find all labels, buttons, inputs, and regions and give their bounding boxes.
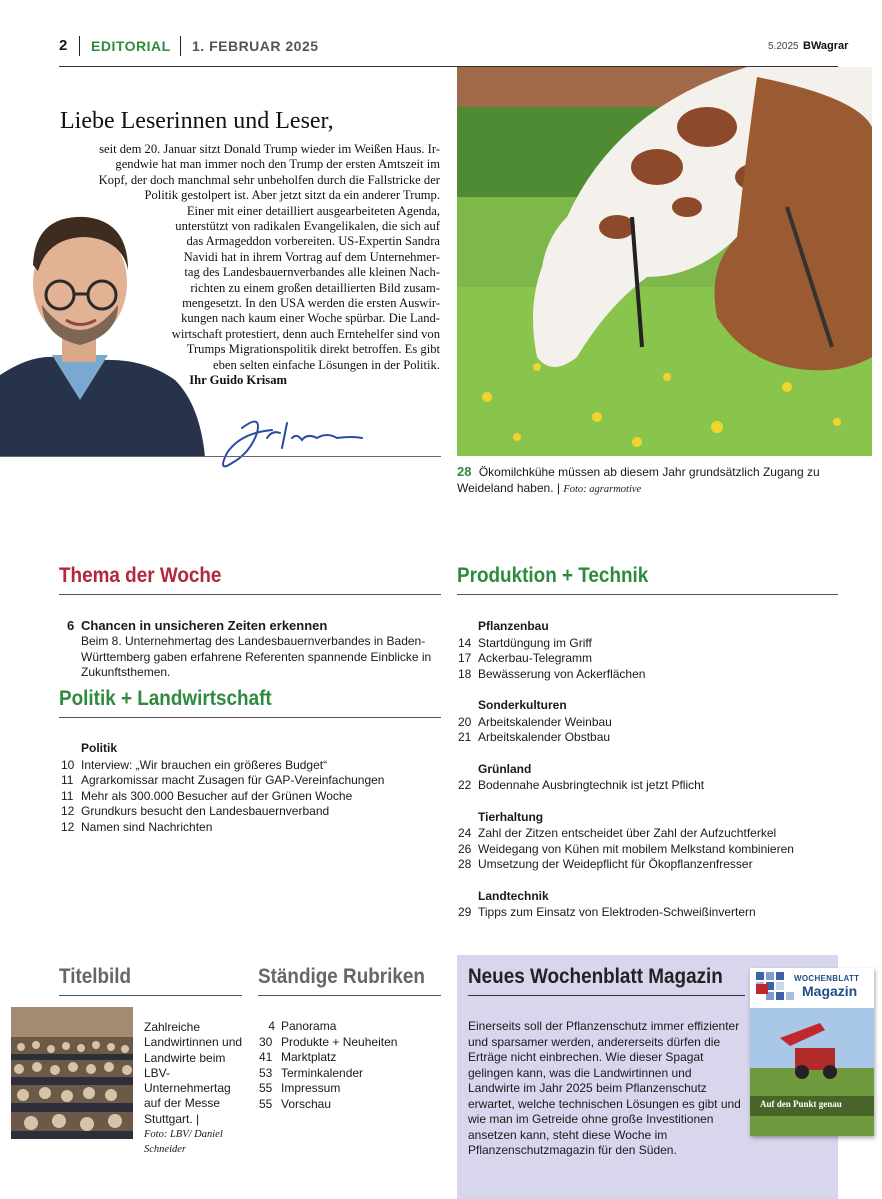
titelbild-caption-text: Zahlreiche Landwirtinnen und Landwirte beim LBV-Unternehmertag auf der Messe Stuttgart. bbox=[144, 1020, 243, 1126]
section-rule bbox=[59, 995, 242, 996]
toc-entry[interactable] bbox=[259, 1035, 441, 1051]
toc-entry[interactable] bbox=[259, 1050, 441, 1066]
section-rule bbox=[59, 594, 441, 595]
toc-entry[interactable] bbox=[458, 905, 838, 921]
toc-page-number: 53 bbox=[259, 1065, 273, 1080]
toc-entry[interactable] bbox=[458, 842, 838, 858]
toc-entry[interactable] bbox=[458, 636, 838, 652]
editorial-line: Politik gestolpert ist. Aber jetzt sitzt da ein anderer Trump. bbox=[144, 188, 440, 203]
brand-name: BWagrar bbox=[803, 40, 849, 52]
toc-title: Vorschau bbox=[281, 1096, 332, 1111]
toc-title: Impressum bbox=[281, 1081, 341, 1095]
toc-entry[interactable] bbox=[61, 820, 441, 836]
issue-date: 1. FEBRUAR 2025 bbox=[192, 38, 319, 54]
toc-entry[interactable] bbox=[61, 789, 441, 805]
toc-page-number: 12 bbox=[61, 819, 75, 834]
editorial-line: Navidi hat in ihrem Vortrag auf dem Unternehmer- bbox=[183, 249, 440, 264]
toc-page-number: 12 bbox=[61, 804, 75, 818]
toc-page-number: 22 bbox=[458, 778, 472, 792]
editorial-line: wirtschaft protestiert, denn auch Erntehelfer sind von bbox=[171, 326, 440, 341]
toc-title: Arbeitskalender Obstbau bbox=[478, 730, 611, 744]
toc-entry[interactable] bbox=[458, 651, 838, 667]
toc-page-number: 11 bbox=[61, 788, 74, 803]
toc-page-number: 55 bbox=[259, 1081, 273, 1095]
header-divider bbox=[79, 36, 80, 56]
toc-subheading: Politik bbox=[81, 741, 118, 755]
spacer bbox=[458, 873, 838, 889]
toc-title: Terminkalender bbox=[281, 1065, 364, 1080]
toc-title: Panorama bbox=[281, 1019, 337, 1033]
heading-wochenblatt-magazin: Neues Wochenblatt Magazin bbox=[468, 965, 723, 988]
toc-page-number: 41 bbox=[259, 1050, 273, 1064]
toc-entry[interactable] bbox=[259, 1081, 441, 1097]
editorial-line: kungen nach kaum einer Woche spürbar. Die Land- bbox=[181, 311, 440, 326]
toc-title: Startdüngung im Griff bbox=[478, 635, 592, 650]
editorial-line: tag des Landesbauernverbandes alle kleinen Nach- bbox=[184, 265, 440, 280]
editorial-line: mengesetzt. In den USA werden die ersten Auswir- bbox=[182, 296, 440, 311]
toc-entry[interactable] bbox=[458, 715, 838, 731]
toc-subheading: Pflanzenbau bbox=[478, 619, 549, 633]
rubriken-toc bbox=[259, 1019, 441, 1112]
editorial-line: Einer mit einer detailliert ausgearbeiteten Agenda, bbox=[186, 203, 440, 218]
editorial-line: das Armageddon vorbereiten. US-Expertin Sandra bbox=[186, 234, 440, 249]
toc-subheading: Tierhaltung bbox=[478, 809, 544, 824]
toc-lead-title[interactable]: Chancen in unsicheren Zeiten erkennen bbox=[81, 618, 328, 633]
toc-title: Arbeitskalender Weinbau bbox=[478, 714, 612, 729]
heading-titelbild: Titelbild bbox=[59, 965, 132, 988]
toc-page-number: 26 bbox=[458, 841, 472, 856]
toc-title: Produkte + Neuheiten bbox=[281, 1034, 398, 1049]
toc-title: Agrarkomissar macht Zusagen für GAP-Vereinfachungen bbox=[81, 773, 385, 787]
magazine-cover[interactable] bbox=[750, 968, 874, 1136]
author-signature bbox=[212, 408, 372, 480]
spacer bbox=[458, 682, 838, 698]
toc-entry[interactable] bbox=[458, 857, 838, 873]
toc-page-number: 21 bbox=[458, 730, 472, 744]
caption-text: Ökomilchkühe müssen ab diesem Jahr grundsätzlich Zugang zu Weideland haben. bbox=[457, 465, 820, 495]
magazine-cover-title: Magazin bbox=[802, 983, 858, 999]
toc-entry[interactable] bbox=[458, 778, 838, 794]
toc-page-number: 28 bbox=[458, 857, 472, 871]
toc-entry[interactable] bbox=[61, 773, 441, 789]
toc-title: Interview: „Wir brauchen ein größeres Budget“ bbox=[81, 757, 328, 772]
toc-page-number: 14 bbox=[458, 635, 472, 650]
toc-title: Ackerbau-Telegramm bbox=[478, 651, 593, 665]
toc-lead-teaser: Beim 8. Unternehmertag des Landesbauernverbandes in Baden-Württemberg gaben erfahrene Referenten spannende Einblicke in Zukunftsthemen. bbox=[81, 634, 432, 679]
toc-page-number: 30 bbox=[259, 1034, 273, 1049]
produktion-toc bbox=[458, 619, 838, 921]
section-rule bbox=[468, 995, 745, 996]
editorial-signoff: Ihr Guido Krisam bbox=[189, 373, 287, 388]
toc-title: Grundkurs besucht den Landesbauernverband bbox=[81, 804, 330, 818]
section-rule bbox=[258, 995, 441, 996]
toc-page-number: 29 bbox=[458, 905, 472, 919]
titelbild-caption bbox=[144, 1020, 248, 1157]
header-divider bbox=[180, 36, 181, 56]
toc-title: Bodennahe Ausbringtechnik ist jetzt Pflicht bbox=[478, 778, 705, 792]
magazine-cover-headline: Auf den Punkt genau bbox=[760, 1099, 842, 1109]
toc-page-number: 11 bbox=[61, 773, 74, 787]
toc-title: Umsetzung der Weidepflicht für Ökopflanzenfresser bbox=[478, 857, 753, 871]
toc-entry[interactable] bbox=[61, 758, 441, 774]
toc-page-number: 4 bbox=[268, 1019, 275, 1033]
spacer bbox=[458, 746, 838, 762]
toc-title: Bewässerung von Ackerflächen bbox=[478, 666, 646, 681]
editorial-text bbox=[0, 142, 440, 389]
cover-photo-audience bbox=[11, 1007, 133, 1139]
heading-thema-der-woche: Thema der Woche bbox=[59, 564, 222, 587]
toc-entry[interactable] bbox=[259, 1097, 441, 1113]
toc-subheading: Sonderkulturen bbox=[478, 698, 567, 712]
editorial-line: gendwie hat man immer noch den Trump der ersten Amtszeit im bbox=[115, 157, 440, 172]
photo-credit: Foto: LBV/ Daniel Schneider bbox=[144, 1129, 223, 1156]
issue-number: 5.2025 bbox=[768, 41, 799, 52]
editorial-line: unterstützt von radikalen Evangelikalen, die sich auf bbox=[175, 219, 440, 234]
caption-page-number: 28 bbox=[457, 464, 472, 479]
toc-page-number: 10 bbox=[61, 757, 75, 772]
heading-staendige-rubriken: Ständige Rubriken bbox=[258, 965, 425, 988]
editorial-line: Kopf, der doch manchmal sehr unbeholfen durch die Fallstricke der bbox=[98, 172, 440, 187]
toc-title: Mehr als 300.000 Besucher auf der Grünen Woche bbox=[81, 788, 353, 803]
toc-page-number: 20 bbox=[458, 714, 472, 729]
toc-entry[interactable] bbox=[458, 826, 838, 842]
toc-entry[interactable] bbox=[259, 1066, 441, 1082]
toc-title: Tipps zum Einsatz von Elektroden-Schweißinvertern bbox=[478, 905, 756, 919]
page-number: 2 bbox=[59, 37, 68, 54]
magazine-cover-brand: WOCHENBLATT bbox=[794, 974, 860, 983]
editorial-line: Trumps Migrationspolitik direkt betroffen. Es gibt bbox=[186, 342, 440, 357]
toc-page-number: 18 bbox=[458, 666, 472, 681]
cows-photo bbox=[457, 67, 872, 456]
heading-politik-landwirtschaft: Politik + Landwirtschaft bbox=[59, 687, 272, 710]
toc-entry[interactable] bbox=[61, 804, 441, 820]
toc-entry[interactable] bbox=[458, 667, 838, 683]
caption-separator: | bbox=[556, 481, 560, 495]
editorial-line: eben selten einfache Lösungen in der Politik. bbox=[213, 357, 440, 372]
politik-toc bbox=[61, 741, 441, 835]
toc-page-number: 17 bbox=[458, 651, 472, 665]
magazine-teaser: Einerseits soll der Pflanzenschutz immer effizienter und sparsamer werden, andererseits dürfen die Erträge nicht einbrechen. Wie dieser Spagat gelingen kann, was die Landwirtinnen und Landwirte im Jahr 2025 beim Pflanzenschutz erwartet, welche technischen Lösungen es gibt und wie man im Getreide ohne große Investitionen ansetzen kann, steht diese Woche im Pflanzenschutzmagazin für den Süden. bbox=[468, 1019, 741, 1157]
editorial-rule bbox=[0, 456, 441, 457]
section-label: EDITORIAL bbox=[91, 38, 171, 54]
toc-page-number: 55 bbox=[259, 1096, 273, 1111]
toc-subheading: Landtechnik bbox=[478, 888, 549, 903]
editorial-greeting: Liebe Leserinnen und Leser, bbox=[60, 108, 334, 134]
toc-title: Zahl der Zitzen entscheidet über Zahl der Aufzuchtferkel bbox=[478, 826, 777, 840]
toc-title: Namen sind Nachrichten bbox=[81, 819, 213, 834]
toc-subheading: Grünland bbox=[478, 761, 532, 776]
toc-page-number: 24 bbox=[458, 826, 472, 840]
section-rule bbox=[59, 717, 441, 718]
photo-caption bbox=[457, 464, 837, 498]
toc-page-number: 6 bbox=[67, 618, 75, 633]
toc-title: Marktplatz bbox=[281, 1050, 337, 1064]
editorial-line: seit dem 20. Januar sitzt Donald Trump wieder im Weißen Haus. Ir- bbox=[99, 142, 440, 156]
photo-credit: Foto: agrarmotive bbox=[563, 484, 642, 495]
heading-produktion-technik: Produktion + Technik bbox=[457, 564, 649, 587]
spacer bbox=[458, 794, 838, 810]
toc-entry[interactable] bbox=[458, 730, 838, 746]
section-rule bbox=[457, 594, 838, 595]
editorial-line: richten zu einem großen detaillierten Bild zusam- bbox=[190, 280, 440, 295]
caption-separator: | bbox=[196, 1111, 200, 1126]
toc-entry[interactable] bbox=[259, 1019, 441, 1035]
toc-title: Weidegang von Kühen mit mobilem Melkstand kombinieren bbox=[478, 841, 794, 856]
